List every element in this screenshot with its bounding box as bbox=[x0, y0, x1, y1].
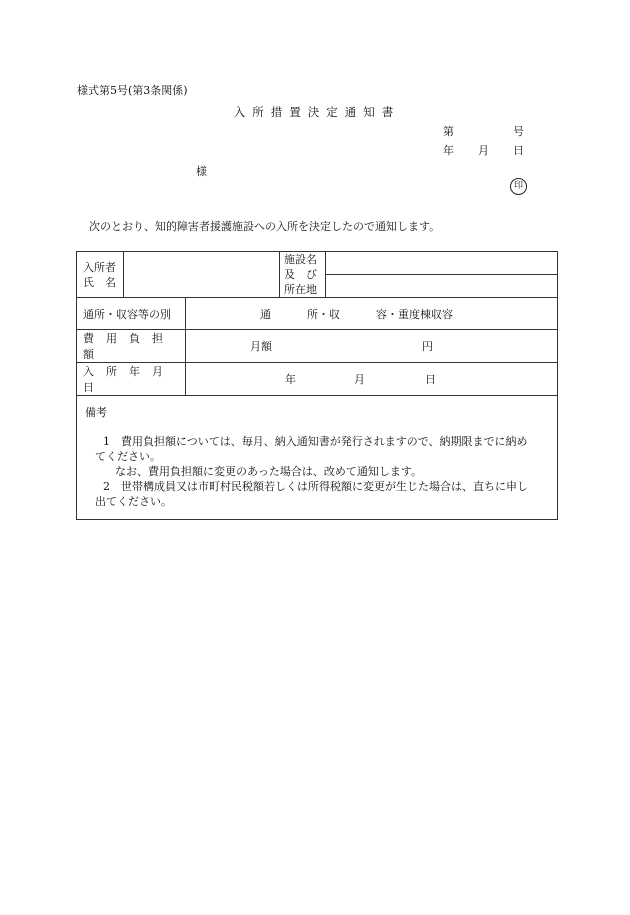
form-number: 様式第5号(第3条関係) bbox=[77, 84, 188, 97]
facility-name-field bbox=[326, 252, 558, 275]
admission-day-label: 日 bbox=[425, 373, 436, 386]
note-1 bbox=[85, 434, 549, 479]
facility-label-2: 及 び bbox=[284, 268, 317, 281]
admission-value-cell bbox=[186, 363, 558, 396]
facility-label-cell bbox=[280, 252, 326, 298]
type-value-3: 容・重度棟収容 bbox=[376, 307, 453, 321]
note-2-line-2: 出てください。 bbox=[95, 495, 172, 508]
type-value-1: 通 bbox=[260, 307, 271, 321]
admission-label bbox=[77, 363, 186, 396]
note-1-line-3: なお、費用負担額に変更のあった場合は、改めて通知します。 bbox=[115, 465, 423, 478]
resident-label-2: 氏 名 bbox=[83, 275, 116, 289]
note-2 bbox=[85, 479, 549, 509]
note-2-line-1: 2 世帯構成員又は市町村民税額若しくは所得税額に変更が生じた場合は、直ちに申し bbox=[103, 480, 528, 493]
date-year: 年 bbox=[443, 144, 454, 157]
admission-year-label: 年 bbox=[285, 373, 296, 386]
cost-label bbox=[77, 330, 186, 363]
date-day: 日 bbox=[513, 144, 524, 157]
cost-value-cell bbox=[186, 330, 558, 363]
notes-title: 備考 bbox=[85, 406, 107, 419]
document-title: 入所措置決定通知書 bbox=[233, 105, 401, 119]
type-label-text: 通所・収容等の別 bbox=[83, 307, 171, 321]
cost-label-text: 費用負担額 bbox=[83, 332, 175, 361]
admission-month-label: 月 bbox=[354, 373, 365, 386]
seal-icon: 印 bbox=[510, 178, 527, 195]
resident-label-cell bbox=[77, 252, 124, 298]
note-1-line-2: てください。 bbox=[95, 450, 161, 463]
number-suffix: 号 bbox=[513, 125, 524, 138]
facility-label-3: 所在地 bbox=[284, 283, 317, 296]
cost-yen-label: 円 bbox=[422, 340, 433, 353]
resident-label-1: 入所者 bbox=[83, 260, 116, 274]
cost-monthly-label: 月額 bbox=[250, 340, 272, 353]
type-value-cell bbox=[186, 298, 558, 330]
resident-name-field bbox=[124, 252, 280, 298]
notes-cell bbox=[77, 396, 558, 520]
intro-text: 次のとおり、知的障害者援護施設への入所を決定したので通知します。 bbox=[89, 220, 441, 233]
addressee-suffix: 様 bbox=[196, 165, 207, 178]
date-month: 月 bbox=[478, 144, 489, 157]
facility-address-field bbox=[326, 275, 558, 298]
type-label bbox=[77, 298, 186, 330]
type-value-2: 所・収 bbox=[307, 307, 340, 321]
number-prefix: 第 bbox=[443, 125, 454, 138]
decision-table bbox=[76, 251, 558, 520]
facility-label-1: 施設名 bbox=[284, 253, 317, 266]
admission-label-text: 入所年月日 bbox=[83, 365, 175, 394]
note-1-line-1: 1 費用負担額については、毎月、納入通知書が発行されますので、納期限までに納め bbox=[103, 435, 528, 448]
